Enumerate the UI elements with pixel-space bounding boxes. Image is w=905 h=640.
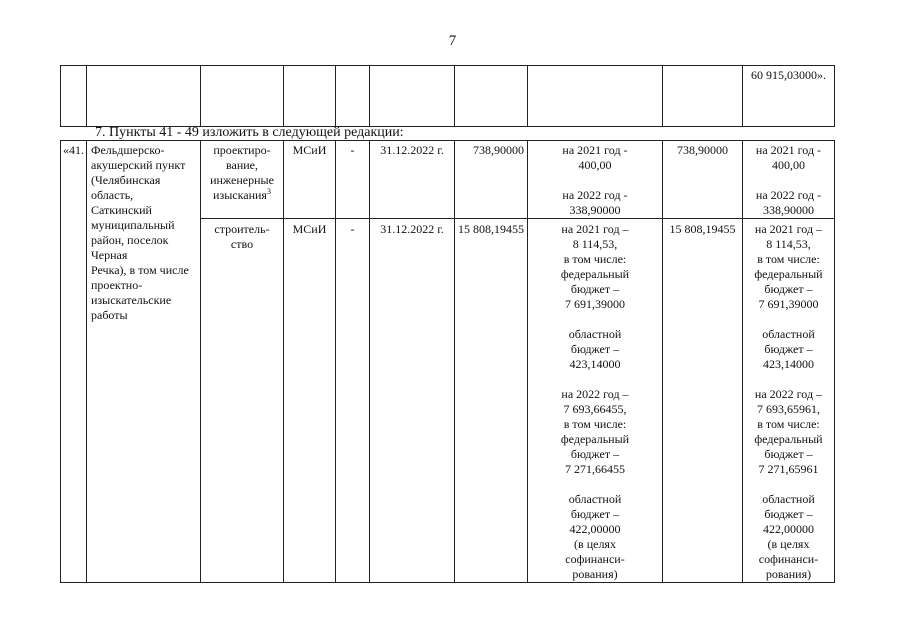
dash-cell: - [336,141,370,219]
customer: МСиИ [284,141,336,219]
customer: МСиИ [284,219,336,583]
table-row [61,141,835,219]
amount: 15 808,19455 [663,219,743,583]
object-name: Фельдшерско- акушерский пункт (Челябинская область, Саткинский муниципальный район, поселок Черная Речка), в том числе проектно- изыскательские работы [87,141,201,583]
cell-empty [370,66,455,127]
cell-empty [87,66,201,127]
cell-empty [528,66,663,127]
estimated-cost: 738,90000 [455,141,528,219]
work-type: строитель- ство [201,219,284,583]
amount: 738,90000 [663,141,743,219]
main-table [60,140,835,583]
cell-empty [663,66,743,127]
item-number: «41. [61,141,87,583]
financing-schedule: на 2021 год - 400,00 на 2022 год - 338,90000 [528,141,663,219]
work-type-text: проектиро- вание, инженерные изыскания [210,143,274,202]
cell-empty [284,66,336,127]
limits-schedule: на 2021 год – 8 114,53, в том числе: федеральный бюджет – 7 691,39000 областной бюджет – 423,14000 на 2022 год – 7 693,65961, в том числе: федеральный бюджет – 7 271,65961 областной бюджет – 422,00000 (в целях софинанси- рования) [743,219,835,583]
estimated-cost: 15 808,19455 [455,219,528,583]
dash-cell: - [336,219,370,583]
page-number: 7 [448,33,457,49]
limits-schedule: на 2021 год - 400,00 на 2022 год - 338,90000 [743,141,835,219]
cell-empty [201,66,284,127]
work-type [201,141,284,219]
intro-text: 7. Пункты 41 - 49 изложить в следующей редакции: [95,125,404,140]
cell-empty [455,66,528,127]
financing-schedule: на 2021 год – 8 114,53, в том числе: федеральный бюджет – 7 691,39000 областной бюджет – 423,14000 на 2022 год – 7 693,66455, в том числе: федеральный бюджет – 7 271,66455 областной бюджет – 422,00000 (в целях софинанси- рования) [528,219,663,583]
total-cell: 60 915,03000». [743,66,835,127]
deadline-date: 31.12.2022 г. [370,219,455,583]
deadline-date: 31.12.2022 г. [370,141,455,219]
cell-empty [336,66,370,127]
cell-empty [61,66,87,127]
footnote-mark: 3 [266,187,271,196]
previous-table-fragment [60,65,835,127]
